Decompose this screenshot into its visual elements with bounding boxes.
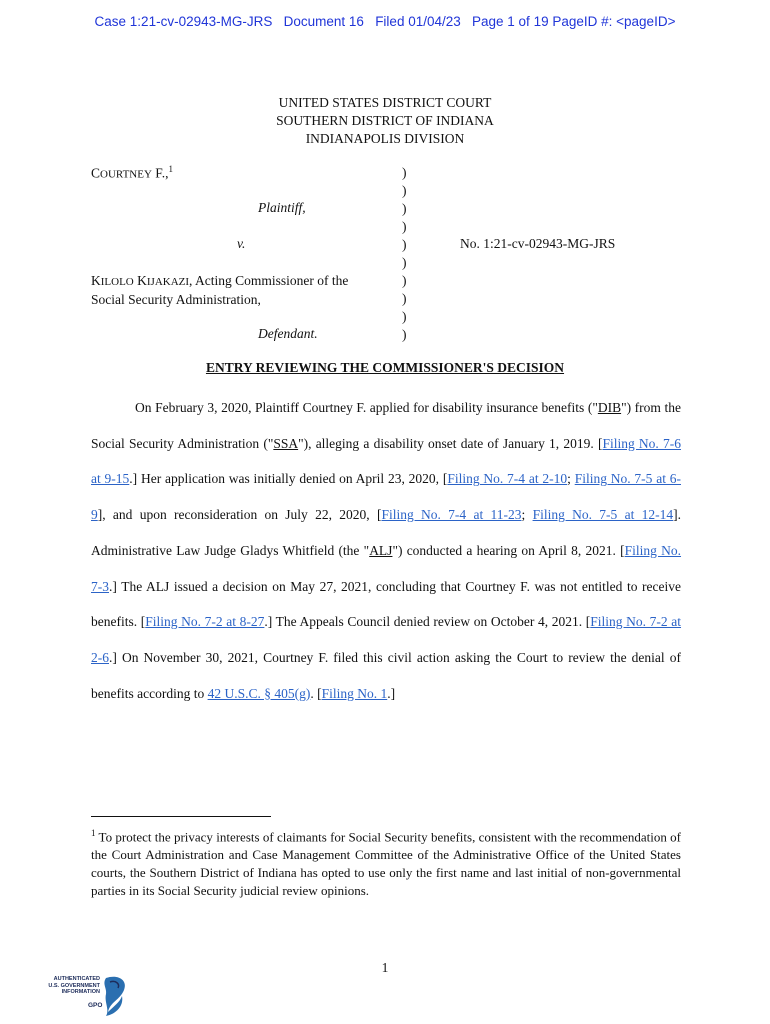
court-line-1: UNITED STATES DISTRICT COURT — [278, 95, 492, 110]
gpo-authentication-logo — [40, 972, 132, 1018]
page-id: PageID #: <pageID> — [552, 14, 676, 29]
footnote — [91, 824, 681, 900]
defendant-name: KILOLO KIJAKAZI, Acting Commissioner of the Social Security Administration, — [91, 273, 349, 307]
footnote-rule — [91, 816, 271, 817]
footnote-ref: 1 — [168, 164, 173, 174]
case-number-caption: No. 1:21-cv-02943-MG-JRS — [460, 236, 616, 251]
filed-date: Filed 01/04/23 — [375, 14, 461, 29]
filing-link-7-4-a[interactable]: Filing No. 7-4 at 2-10 — [447, 471, 568, 487]
plaintiff-name: COURTNEY F.,$^1$ — [91, 164, 173, 181]
court-heading — [0, 94, 770, 148]
footnote-marker: 1 — [91, 828, 96, 838]
page-number: 1 — [381, 960, 389, 975]
entry-title: ENTRY REVIEWING THE COMMISSIONER'S DECISION — [205, 360, 565, 375]
ssa-defined-term: SSA — [273, 435, 299, 451]
filing-link-7-3[interactable]: Filing No. 7-3 — [91, 542, 682, 594]
case-caption — [0, 164, 770, 344]
filing-link-7-5-a[interactable]: Filing No. 7-5 at 6-9 — [91, 471, 681, 523]
body-paragraph: On February 3, 2020, Plaintiff Courtney F. applied for disability insurance benefits ("DIB") from the Social Security Administration ("SSA"), alleging a disability onset date of January 1, 2019. [Filing No. 7-6 at 9-15.] Her application was initially denied on April 23, 2020, [Filing No. 7-4 at 2-10; Filing No. 7-5 at 6-9], and upon reconsideration on July 22, 2020, [Filing No. 7-4 at 11-23; Filing No. 7-5 at 12-14]. Administrative Law Judge Gladys Whitfield (the "ALJ") conducted a hearing on April 8, 2021. [Filing No. 7-3.] The ALJ issued a decision on May 27, 2021, concluding that Courtney F. was not entitled to receive benefits. [Filing No. 7-2 at 8-27.] The Appeals Council denied review on October 4, 2021. [Filing No. 7-2 at 2-6.] On November 30, 2021, Courtney F. filed this civil action asking the Court to review the denial of benefits according to 42 U.S.C. § 405(g). [Filing No. 1.] — [91, 400, 682, 701]
court-line-2: SOUTHERN DISTRICT OF INDIANA — [276, 113, 494, 128]
versus: v. — [237, 236, 246, 251]
filing-link-7-6[interactable]: Filing No. 7-6 at 9-15 — [91, 435, 681, 487]
filing-link-1[interactable]: Filing No. 1 — [321, 685, 388, 701]
gpo-mark: GPO — [88, 1002, 103, 1009]
eagle-icon — [40, 972, 132, 1018]
court-line-3: INDIANAPOLIS DIVISION — [305, 131, 465, 146]
filing-link-7-5-b[interactable]: Filing No. 7-5 at 12-14 — [532, 507, 674, 523]
statute-link[interactable]: 42 U.S.C. § 405(g) — [207, 685, 311, 701]
caption-parens: ) ) ) ) ) ) ) ) ) ) — [402, 165, 407, 342]
page-of: Page 1 of 19 — [472, 14, 549, 29]
case-header — [0, 14, 770, 29]
filing-link-7-2-b[interactable]: Filing No. 7-2 at 2-6 — [91, 614, 682, 665]
filing-link-7-2-a[interactable]: Filing No. 7-2 at 8-27 — [145, 614, 265, 630]
dib-defined-term: DIB — [597, 400, 622, 415]
footnote-text: To protect the privacy interests of claimants for Social Security benefits, consistent with the recommendation of the Court Administration and Case Management Committee of the Administrative Office of the United States courts, the Southern District of Indiana has opted to use only the first name and last initial of non-governmental parties in its Social Security judicial review opinions. — [91, 829, 681, 899]
gpo-logo-text: AUTHENTICATED U.S. GOVERNMENT INFORMATION — [48, 976, 100, 995]
plaintiff-role: Plaintiff, — [258, 200, 306, 215]
defendant-role: Defendant. — [258, 326, 318, 341]
document-number: Document 16 — [283, 14, 364, 29]
filing-link-7-4-b[interactable]: Filing No. 7-4 at 11-23 — [381, 507, 522, 523]
case-number: Case 1:21-cv-02943-MG-JRS — [94, 14, 273, 29]
alj-defined-term: ALJ — [369, 542, 393, 558]
